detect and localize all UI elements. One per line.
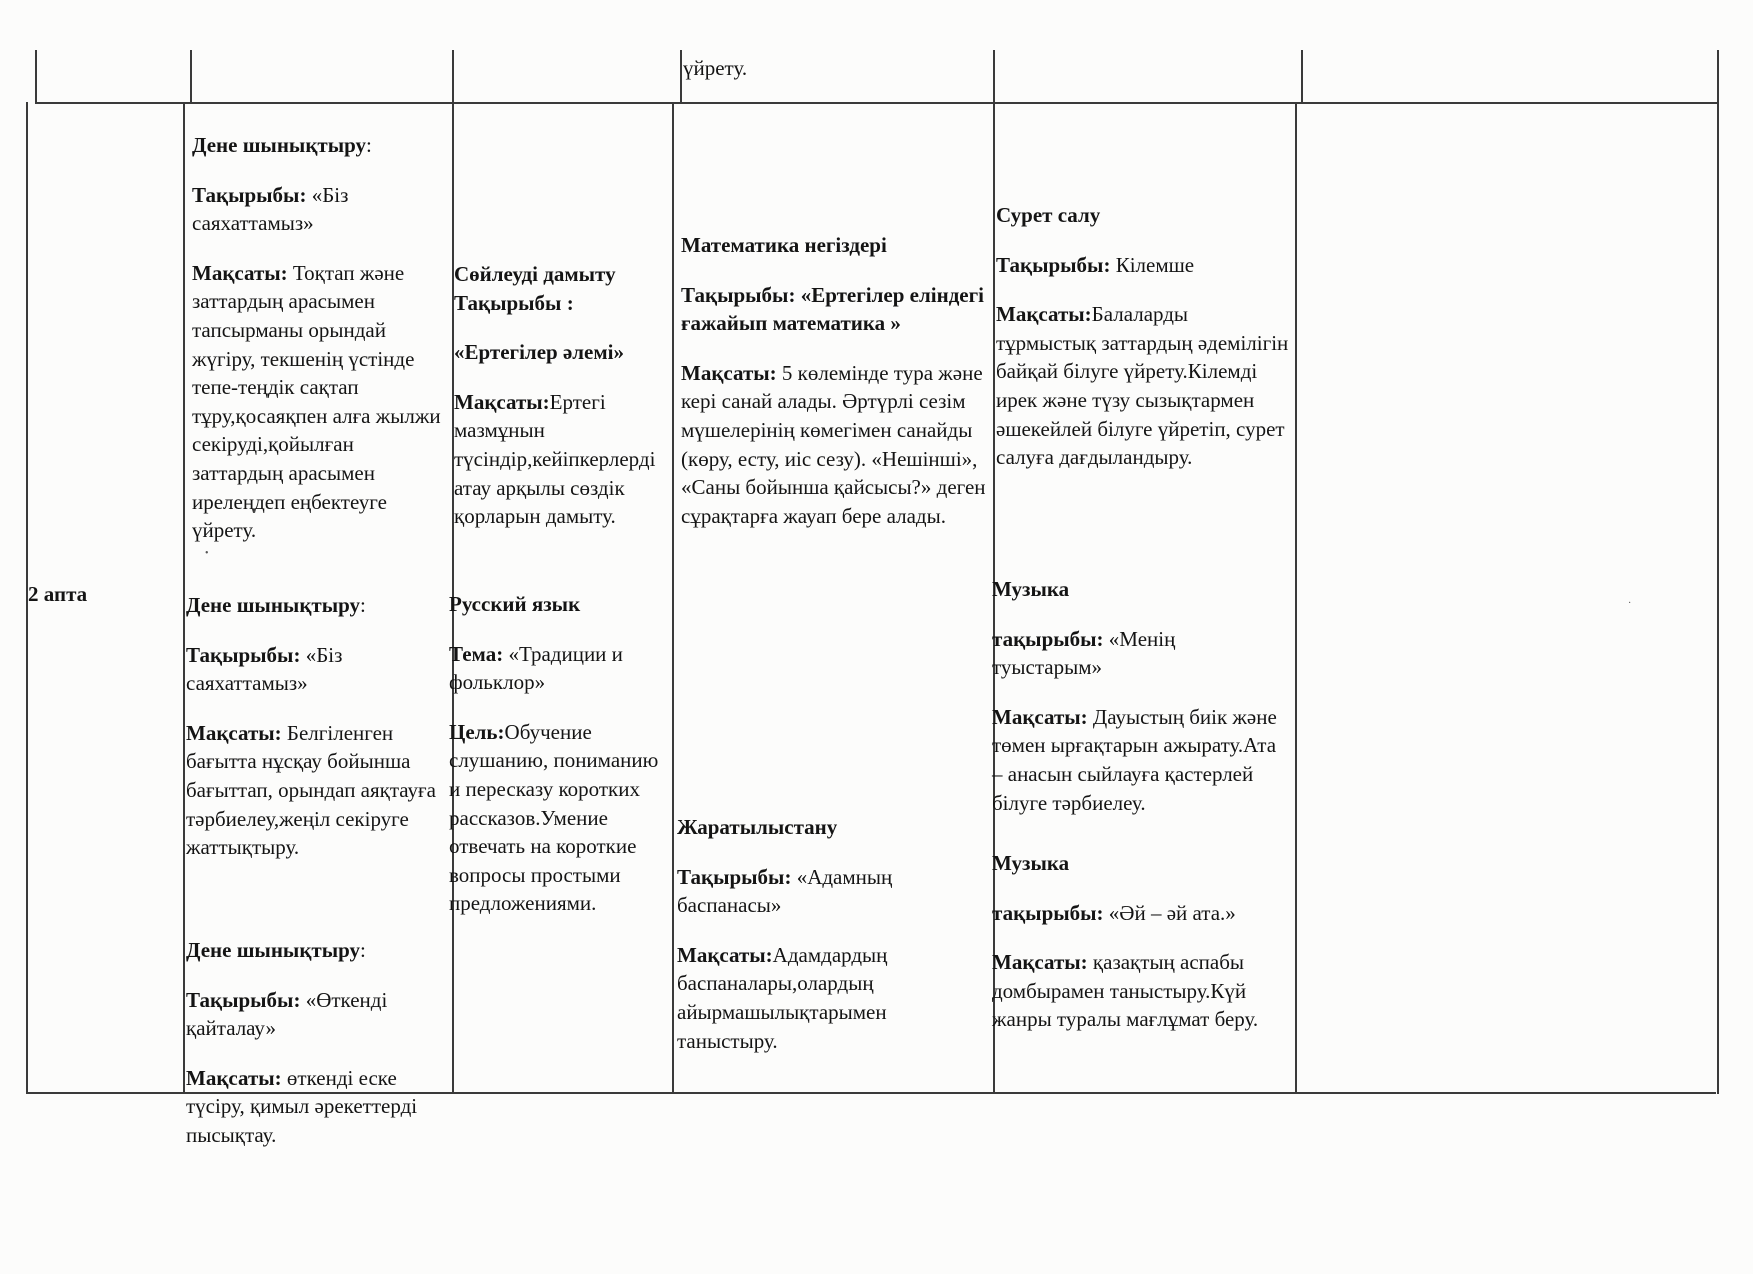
phys-2-goal: Белгіленген бағытта нұсқау бойынша бағыттап, орындап аяқтауға тәрбиелеу,жеңіл секіруге жаттықтыру. bbox=[186, 720, 436, 860]
music-1-goal-label: Мақсаты: bbox=[992, 704, 1088, 729]
music-block-2 bbox=[992, 828, 1289, 1055]
russian-subject: Русский язык bbox=[449, 592, 581, 616]
speech-subject: Сөйлеуді дамыту Тақырыбы : bbox=[454, 262, 616, 315]
math-topic: «Ертегілер еліндегі ғажайып математика » bbox=[681, 282, 985, 336]
music-1-topic: «Менің туыстарым» bbox=[992, 626, 1176, 680]
phys-1-topic: «Біз саяхаттамыз» bbox=[192, 182, 349, 236]
speech-goal-label: Мақсаты: bbox=[454, 389, 550, 414]
top-row-bottom-border bbox=[35, 102, 1717, 104]
art-topic: Кілемше bbox=[1115, 252, 1195, 277]
phys-block-3: Дене шынықтыру: Тақырыбы: «Өткенді қайталау» Мақсаты: өткенді еске түсіру, қимыл әрекеттерді пысықтау. bbox=[186, 938, 418, 1147]
russian-goal: Обучение слушанию, пониманию и пересказу коротких рассказов.Умение отвечать на короткие вопросы простыми предложениями. bbox=[449, 719, 659, 916]
scan-speck: • bbox=[205, 548, 209, 559]
math-subject: Математика негіздері bbox=[681, 233, 887, 257]
music-1-goal: Дауыстың биік және төмен ырғақтарын ажырату.Ата – анасын сыйлауға қастерлей білуге тәрбиелеу. bbox=[992, 704, 1277, 815]
phys-2-subject: Дене шынықтыру bbox=[186, 593, 361, 617]
nature-subject: Жаратылыстану bbox=[677, 815, 838, 839]
speech-goal: Ертегі мазмұнын түсіндір,кейіпкерлерді атау арқылы сөздік қорларын дамыту. bbox=[454, 389, 656, 529]
col-border-6 bbox=[1301, 50, 1303, 102]
scan-speck: · bbox=[1628, 598, 1632, 609]
col-border-6b bbox=[1295, 102, 1297, 1092]
speech-topic: «Ертегілер әлемі» bbox=[454, 340, 625, 365]
col-border-4 bbox=[680, 50, 682, 102]
music-2-topic: «Әй – әй ата.» bbox=[1108, 900, 1236, 925]
week-label: 2 апта bbox=[28, 582, 88, 606]
col-border-7 bbox=[1717, 50, 1719, 1094]
math-block bbox=[681, 210, 991, 551]
phys-2-topic-label: Тақырыбы: bbox=[186, 642, 301, 667]
top-fragment: үйрету. bbox=[683, 56, 748, 80]
math-topic-label: Тақырыбы: bbox=[681, 282, 796, 307]
russian-block bbox=[449, 569, 673, 939]
phys-2-goal-label: Мақсаты: bbox=[186, 720, 282, 745]
music-2-topic-label: тақырыбы: bbox=[992, 900, 1104, 925]
phys-2-topic: «Біз саяхаттамыз» bbox=[186, 642, 343, 696]
phys-3-goal-label: Мақсаты: bbox=[186, 1065, 282, 1090]
phys-1-topic-label: Тақырыбы: bbox=[192, 182, 307, 207]
music-2-subject: Музыка bbox=[992, 851, 1070, 875]
math-goal-label: Мақсаты: bbox=[681, 360, 777, 385]
art-goal: Балаларды тұрмыстық заттардың әдемілігін байқай білуге үйрету.Кілемді ирек және түзу сызықтармен әшекейлей білуге үйретіп, сурет салуға дағдыландыру. bbox=[996, 302, 1289, 470]
nature-goal-label: Мақсаты: bbox=[677, 942, 773, 967]
music-2-goal-label: Мақсаты: bbox=[992, 950, 1088, 975]
nature-goal: Адамдардың баспаналары,олардың айырмашылықтарымен таныстыру. bbox=[677, 942, 888, 1053]
col-border-2 bbox=[190, 50, 192, 102]
music-1-topic-label: тақырыбы: bbox=[992, 626, 1104, 651]
art-topic-label: Тақырыбы: bbox=[996, 252, 1111, 277]
nature-topic: «Адамның баспанасы» bbox=[677, 864, 893, 918]
nature-block bbox=[677, 792, 987, 1076]
col-border-2b bbox=[183, 102, 185, 1092]
music-1-subject: Музыка bbox=[992, 577, 1070, 601]
phys-3-topic-label: Тақырыбы: bbox=[186, 987, 301, 1012]
russian-topic: «Традиции и фольклор» bbox=[449, 641, 623, 695]
nature-topic-label: Тақырыбы: bbox=[677, 864, 792, 889]
music-2-goal: қазақтың аспабы домбырамен таныстыру.Күй жанры туралы мағлұмат беру. bbox=[992, 950, 1259, 1032]
art-goal-label: Мақсаты: bbox=[996, 302, 1092, 327]
art-block bbox=[996, 180, 1291, 493]
phys-block-1: Дене шынықтыру: Тақырыбы: «Біз саяхаттамыз» Мақсаты: Тоқтап және заттардың арасымен тапсырманы орындай жүгіру, текшенің үстінде тепе-теңдік сақтап тұру,қосаяқпен алға жылжи секіруді,қойылған заттардың арасымен ирелеңдеп еңбектеуге үйрету. bbox=[192, 133, 441, 543]
phys-1-subject: Дене шынықтыру bbox=[192, 133, 367, 157]
phys-3-topic: «Өткенді қайталау» bbox=[186, 987, 388, 1041]
phys-block-2: Дене шынықтыру: Тақырыбы: «Біз саяхаттамыз» Мақсаты: Белгіленген бағытта нұсқау бойынша бағыттап, орындап аяқтауға тәрбиелеу,жеңіл секіруге жаттықтыру. bbox=[186, 593, 436, 860]
speech-block bbox=[454, 239, 672, 552]
phys-1-goal: Тоқтап және заттардың арасымен тапсырманы орындай жүгіру, текшенің үстінде тепе-теңдік сақтап тұру,қосаяқпен алға жылжи секіруді,қойылған заттардың арасымен ирелеңдеп еңбектеуге үйрету. bbox=[192, 260, 441, 543]
phys-3-goal: өткенді еске түсіру, қимыл әрекеттерді пысықтау. bbox=[186, 1065, 418, 1147]
phys-1-goal-label: Мақсаты: bbox=[192, 260, 288, 285]
music-block-1 bbox=[992, 554, 1289, 838]
russian-goal-label: Цель: bbox=[449, 719, 505, 744]
phys-3-subject: Дене шынықтыру bbox=[186, 938, 361, 962]
russian-topic-label: Тема: bbox=[449, 641, 504, 666]
math-goal: 5 көлемінде тура және кері санай алады. Әртүрлі сезім мүшелерінің көмегімен санайды (көру, есту, иіс сезу). «Нешінші», «Саны бойынша қайсысы?» деген сұрақтарға жауап бере алады. bbox=[681, 360, 986, 528]
col-border-1 bbox=[35, 50, 37, 102]
art-subject: Сурет салу bbox=[996, 203, 1101, 227]
